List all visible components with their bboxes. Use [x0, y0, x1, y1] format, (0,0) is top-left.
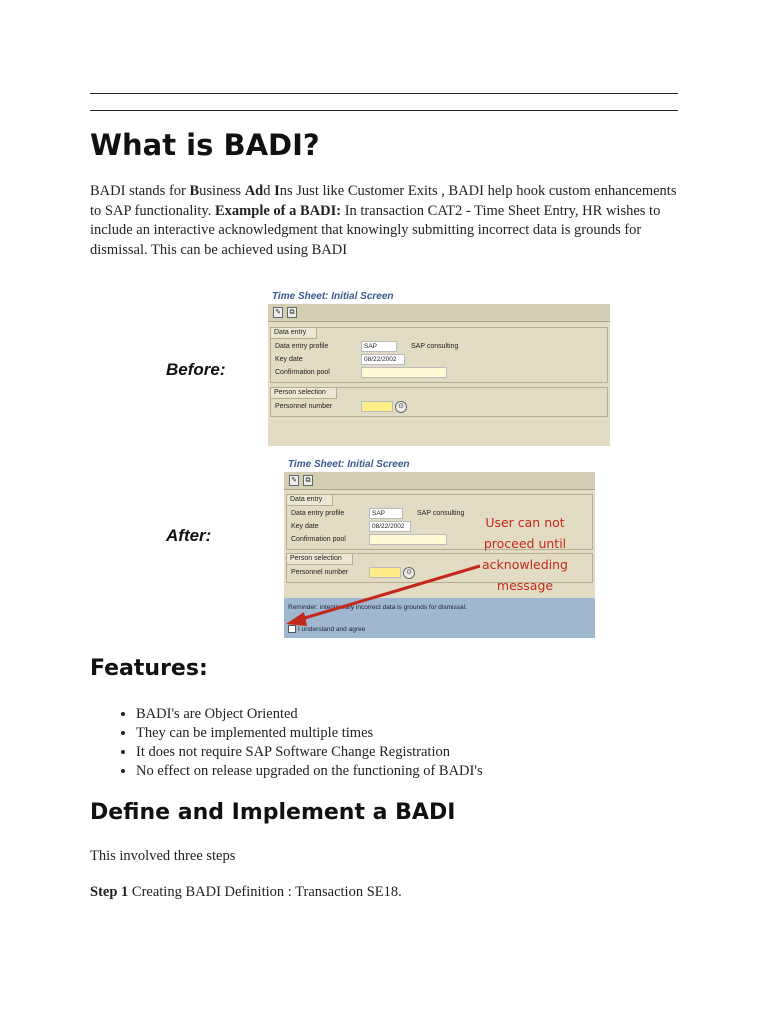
list-item: • No effect on release upgraded on the functioning of BADI's: [136, 762, 483, 781]
steps-intro: This involved three steps: [90, 848, 236, 864]
profile-desc: SAP consulting: [417, 510, 465, 517]
callout-line: proceed until: [483, 536, 567, 551]
callout-line: message: [496, 578, 554, 593]
define-heading: Define and Implement a BADI: [90, 800, 456, 825]
arrow-head: [286, 612, 307, 626]
list-item: • BADI's are Object Oriented: [136, 705, 483, 724]
screen-title: Time Sheet: Initial Screen: [268, 290, 610, 304]
group-tab: Person selection: [270, 387, 337, 399]
field-label: Confirmation pool: [275, 369, 330, 376]
callout-line: acknowleding: [482, 557, 568, 572]
field-label: Personnel number: [291, 569, 349, 576]
copy-icon: ⧉: [303, 475, 313, 486]
profile-field: SAP: [361, 341, 397, 352]
features-heading: Features:: [90, 656, 208, 681]
screen-title: Time Sheet: Initial Screen: [284, 458, 595, 472]
list-item: • It does not require SAP Software Change Registration: [136, 743, 483, 762]
search-help-icon: ⊙: [403, 567, 415, 579]
field-label: Personnel number: [275, 403, 333, 410]
pencil-icon: ✎: [273, 307, 283, 318]
page-title: What is BADI?: [90, 128, 320, 162]
step-1: [90, 884, 402, 901]
profile-desc: SAP consulting: [411, 343, 459, 350]
step-1-label: Step 1: [90, 884, 129, 900]
group-tab: Person selection: [286, 553, 353, 565]
list-item: • They can be implemented multiple times: [136, 724, 483, 743]
field-label: Confirmation pool: [291, 536, 346, 543]
arrow-shaft: [298, 566, 480, 620]
field-label: Data entry profile: [275, 343, 329, 350]
profile-field: SAP: [369, 508, 403, 519]
copy-icon: ⧉: [287, 307, 297, 318]
after-label: After:: [166, 526, 212, 545]
field-label: Key date: [291, 523, 319, 530]
agree-label: I understand and agree: [298, 625, 366, 633]
reminder-text: Reminder: intentionally incorrect data is grounds for dismissal.: [288, 604, 467, 611]
key-date-field: 08/22/2002: [361, 354, 405, 365]
callout-line: User can not: [485, 515, 565, 530]
field-label: Key date: [275, 356, 303, 363]
field-label: Data entry profile: [291, 510, 345, 517]
key-date-field: 08/22/2002: [369, 521, 411, 532]
group-tab: Data entry: [286, 494, 333, 506]
step-1-text: Creating BADI Definition : Transaction SE18.: [128, 884, 402, 900]
search-help-icon: ⊙: [395, 401, 407, 413]
pencil-icon: ✎: [289, 475, 299, 486]
group-tab: Data entry: [270, 327, 317, 339]
before-label: Before:: [166, 360, 226, 379]
intro-paragraph: BADI stands for Business Add Ins Just like Customer Exits , BADI help hook custom enhancements to SAP functionality. Example of a BADI: In transaction CAT2 - Time Sheet Entry, HR wishes to include an interactive acknowledgment that knowingly submitting incorrect data is grounds for dismissal. This can be achieved using BADI: [90, 183, 677, 258]
features-list: [110, 705, 483, 781]
